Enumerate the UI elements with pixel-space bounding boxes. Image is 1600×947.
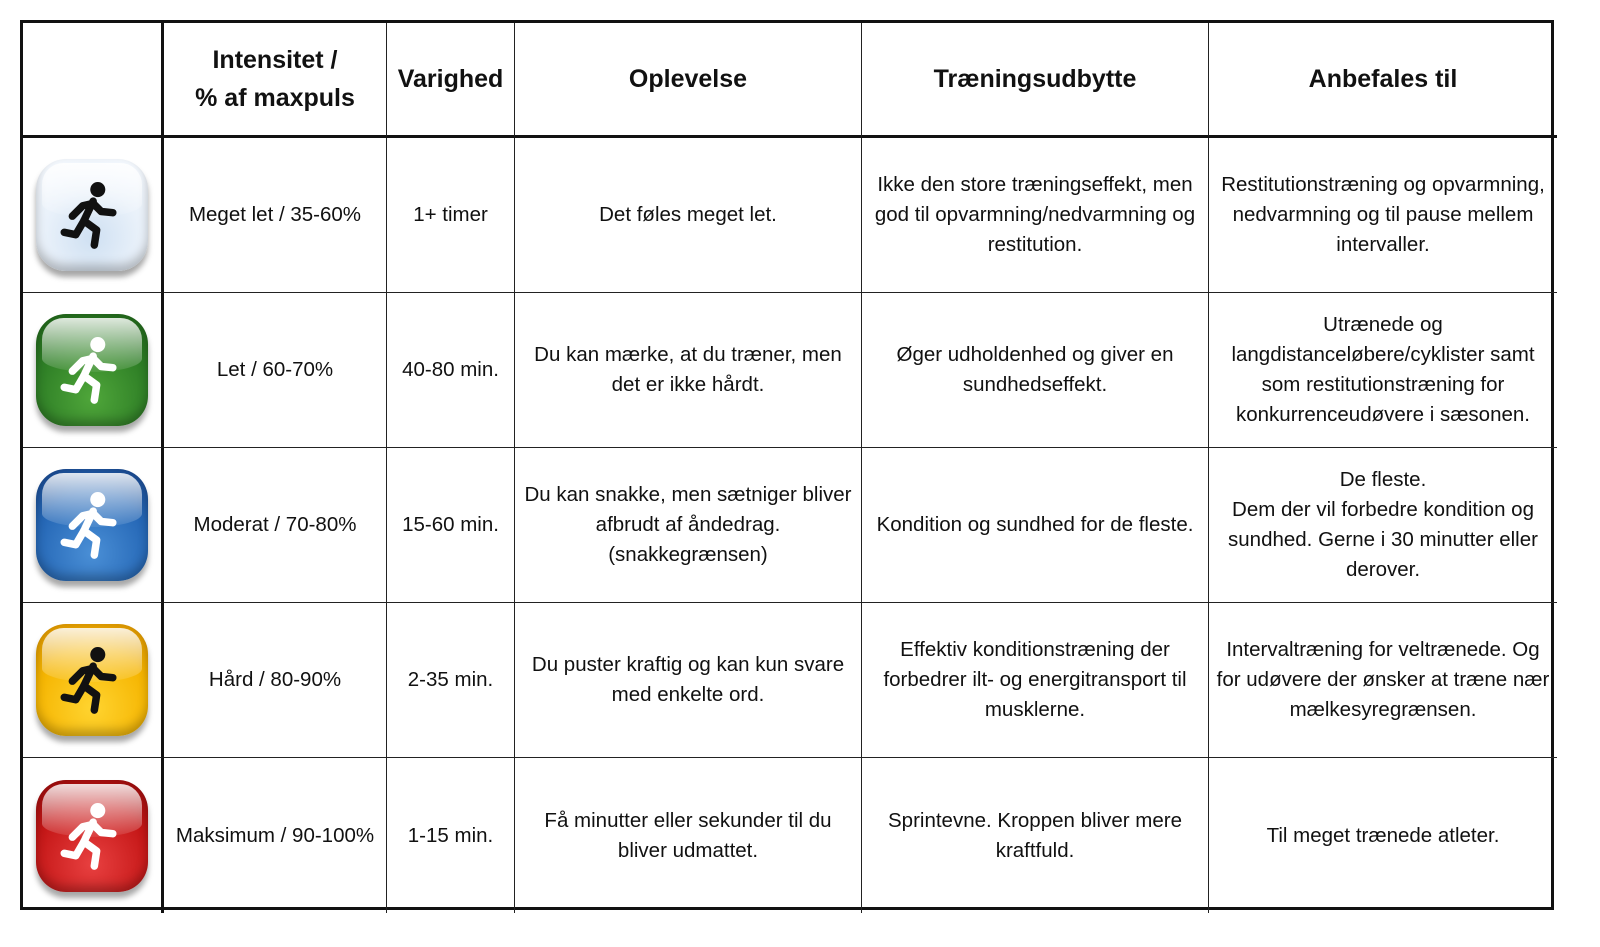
recommended-line: De fleste. — [1339, 468, 1427, 491]
row-icon-cell — [23, 448, 164, 603]
row-icon-cell — [23, 758, 164, 913]
experience-cell: Du puster kraftig og kan kun svare med enkelte ord. — [515, 603, 862, 758]
row-icon-cell — [23, 138, 164, 293]
benefit-cell: Kondition og sundhed for de fleste. — [862, 448, 1209, 603]
benefit-cell: Effektiv konditionstræning der forbedrer ilt- og energitransport til musklerne. — [862, 603, 1209, 758]
intensity-cell: Let / 60-70% — [164, 293, 387, 448]
duration-cell: 2-35 min. — [387, 603, 515, 758]
benefit-cell: Øger udholdenhed og giver en sundhedseffekt. — [862, 293, 1209, 448]
intensity-cell: Hård / 80-90% — [164, 603, 387, 758]
duration-cell: 40-80 min. — [387, 293, 515, 448]
experience-cell: Få minutter eller sekunder til du bliver udmattet. — [515, 758, 862, 913]
header-icon-cell — [23, 23, 164, 138]
recommended-cell: Utrænede og langdistanceløbere/cyklister samt som restitutionstræning for konkurrenceudøvere i sæsonen. — [1209, 293, 1557, 448]
intensity-cell: Maksimum / 90-100% — [164, 758, 387, 913]
experience-cell: Du kan mærke, at du træner, men det er ikke hårdt. — [515, 293, 862, 448]
header-intensity — [164, 23, 387, 138]
header-intensity-line1: Intensitet / — [212, 46, 338, 74]
running-figure-icon — [36, 469, 148, 581]
benefit-cell: Ikke den store træningseffekt, men god til opvarmning/nedvarmning og restitution. — [862, 138, 1209, 293]
intensity-cell: Meget let / 35-60% — [164, 138, 387, 293]
runner-svg — [55, 799, 129, 873]
recommended-cell: Til meget trænede atleter. — [1266, 823, 1500, 847]
intensity-cell: Moderat / 70-80% — [164, 448, 387, 603]
experience-cell: Du kan snakke, men sætniger bliver afbrudt af åndedrag. (snakkegrænsen) — [515, 448, 862, 603]
header-duration: Varighed — [387, 23, 515, 138]
row-icon-cell — [23, 603, 164, 758]
runner-svg — [55, 178, 129, 252]
running-figure-icon — [36, 159, 148, 271]
duration-cell: 15-60 min. — [387, 448, 515, 603]
header-intensity-line2: % af maxpuls — [195, 84, 355, 112]
header-benefit: Træningsudbytte — [862, 23, 1209, 138]
runner-svg — [55, 643, 129, 717]
running-figure-icon — [36, 780, 148, 892]
running-figure-icon — [36, 624, 148, 736]
running-figure-icon — [36, 314, 148, 426]
experience-cell: Det føles meget let. — [515, 138, 862, 293]
recommended-cell: Restitutionstræning og opvarmning, nedvarmning og til pause mellem intervaller. — [1209, 138, 1557, 293]
duration-cell: 1-15 min. — [387, 758, 515, 913]
duration-cell: 1+ timer — [387, 138, 515, 293]
runner-svg — [55, 333, 129, 407]
runner-svg — [55, 488, 129, 562]
recommended-cell: Intervaltræning for veltrænede. Og for udøvere der ønsker at træne nær mælkesyregrænsen. — [1209, 603, 1557, 758]
header-recommended: Anbefales til — [1209, 23, 1557, 138]
recommended-cell — [1209, 448, 1557, 603]
benefit-cell: Sprintevne. Kroppen bliver mere kraftfuld. — [862, 758, 1209, 913]
row-icon-cell — [23, 293, 164, 448]
header-experience: Oplevelse — [515, 23, 862, 138]
recommended-line: Dem der vil forbedre kondition og sundhed. Gerne i 30 minutter eller derover. — [1228, 498, 1538, 581]
intensity-table — [20, 20, 1554, 910]
